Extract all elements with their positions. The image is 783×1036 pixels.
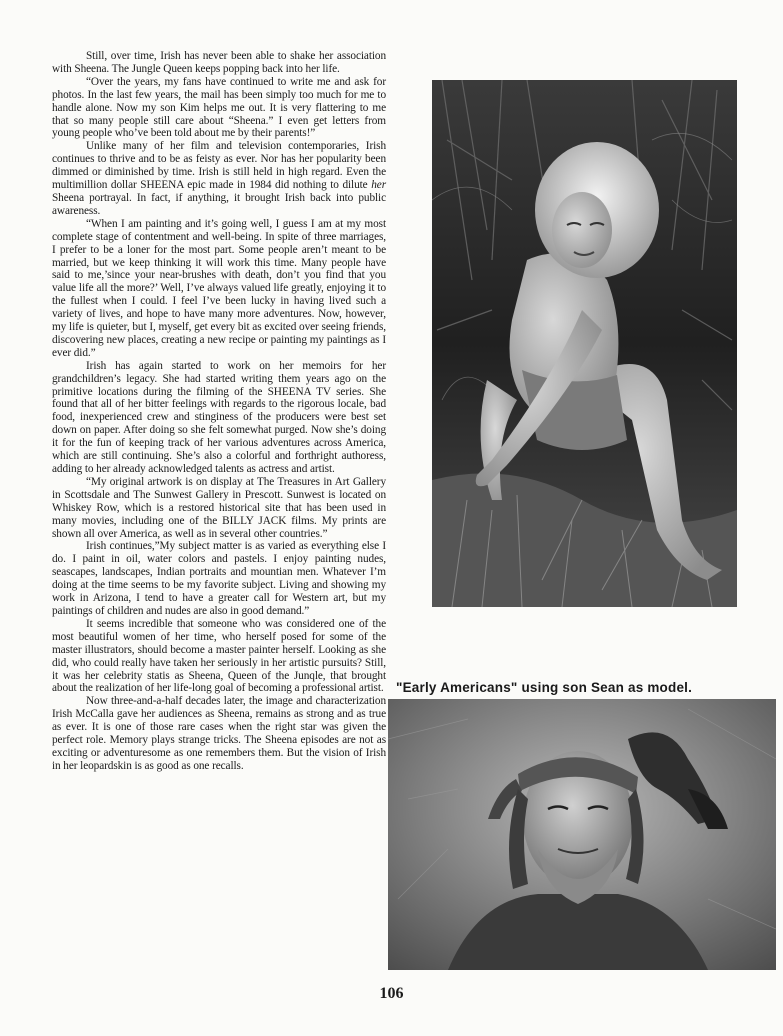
paragraph: “When I am painting and it’s going well, I guess I am at my most complete stage of contentment and well-being. In spite of three marriages, I prefer to be a loner for the most part. Some people aren’t meant to be married, but we keep thinking it will work this time. Many people have said to me,’since your near-brushes with death, don’t you find that you value life all the more?’ Well, I’ve always valued life greatly, enjoying it to the fullest when I could. I feel I’ve been lucky in having lived such a variety of lives, and hope to have many more adventures. Now, however, my life is quieter, but I, myself, get every bit as excited over seeing friends, discovering new places, creating a new recipe or painting my paintings as I ever did.” (52, 217, 386, 359)
paragraph: “Over the years, my fans have continued to write me and ask for photos. In the last few years, the mail has been simply too much for me to handle alone. Now my son Kim helps me out. It is very flattering to me that so many people still care about “Sheena.” I even get letters from young people who’ve been told about me by their parents!” (52, 75, 386, 140)
emphasis-text: her (371, 179, 386, 192)
early-americans-painting (388, 699, 776, 970)
painting-caption: "Early Americans" using son Sean as model. (396, 680, 693, 695)
paragraph: Irish has again started to work on her memoirs for her grandchildren’s legacy. She had started writing them years ago on the primitive locations during the filming of the SHEENA TV series. She found that all of her bitter feelings with regards to the rigorous locale, bad food, inexperienced crew and stinginess of the producers were best set down on paper. After doing so she felt somewhat purged. Now she’s doing it for the fun of keeping track of her various adventures across America, which are still continuing. She’s also a colorful and forthright authoress, adding to her already acknowledged talents as actress and artist. (52, 359, 386, 475)
paragraph: Still, over time, Irish has never been able to shake her association with Sheena. The Jungle Queen keeps popping back into her life. (52, 50, 386, 75)
paragraph: Irish continues,”My subject matter is as varied as everything else I do. I paint in oil, water colors and pastels. I enjoy painting nudes, seascapes, landscapes, Indian portraits and mountian men. Whatever I’m doing at the time seems to be my favorite subject. Living and showing my work in Arizona, I tend to have a greater call for Western art, but my paintings of children and nudes are also in good demand.” (52, 540, 386, 617)
paragraph: Now three-and-a-half decades later, the image and characterization Irish McCalla gave her audiences as Sheena, remains as strong and as true as ever. It is one of those rare cases when the right star was given the perfect role. Memory plays strange tricks. The Sheena episodes are not as exciting or adventuresome as one remembers them. But the vision of Irish in her leopardskin is as good as one recalls. (52, 695, 386, 772)
paragraph (52, 140, 386, 217)
photo-illustration (432, 80, 737, 607)
paragraph-text: Unlike many of her film and television contemporaries, Irish continues to thrive and to be as feisty as ever. Nor has her popularity been dimmed or diminished by time. Irish is still held in high regard. Even the multimillion dollar SHEENA epic made in 1984 did nothing to dilute (52, 140, 386, 192)
paragraph-text: Sheena portrayal. In fact, if anything, it brought Irish back into public awareness. (52, 191, 386, 217)
paragraph: It seems incredible that someone who was considered one of the most beautiful women of her time, who herself posed for some of the master illustrators, should become a master painter herself. Looking as she did, who could really have taken her seriously in her artistic pursuits? Still, it was her celebrity statis as Sheena, Queen of the Junqle, that brought about the realization of her life-long goal of becoming a professional artist. (52, 617, 386, 695)
page-number: 106 (379, 985, 404, 1002)
paragraph: “My original artwork is on display at The Treasures in Art Gallery in Scottsdale and The Sunwest Gallery in Prescott. Sunwest is located on Whiskey Row, which is a restored historical site that has been used in many movies, including one of the BILLY JACK films. My prints are shown all over America, as well as in several other countries.” (52, 475, 386, 540)
painting-illustration (388, 699, 776, 970)
article-body (52, 50, 386, 773)
sheena-jungle-photo (432, 80, 737, 607)
